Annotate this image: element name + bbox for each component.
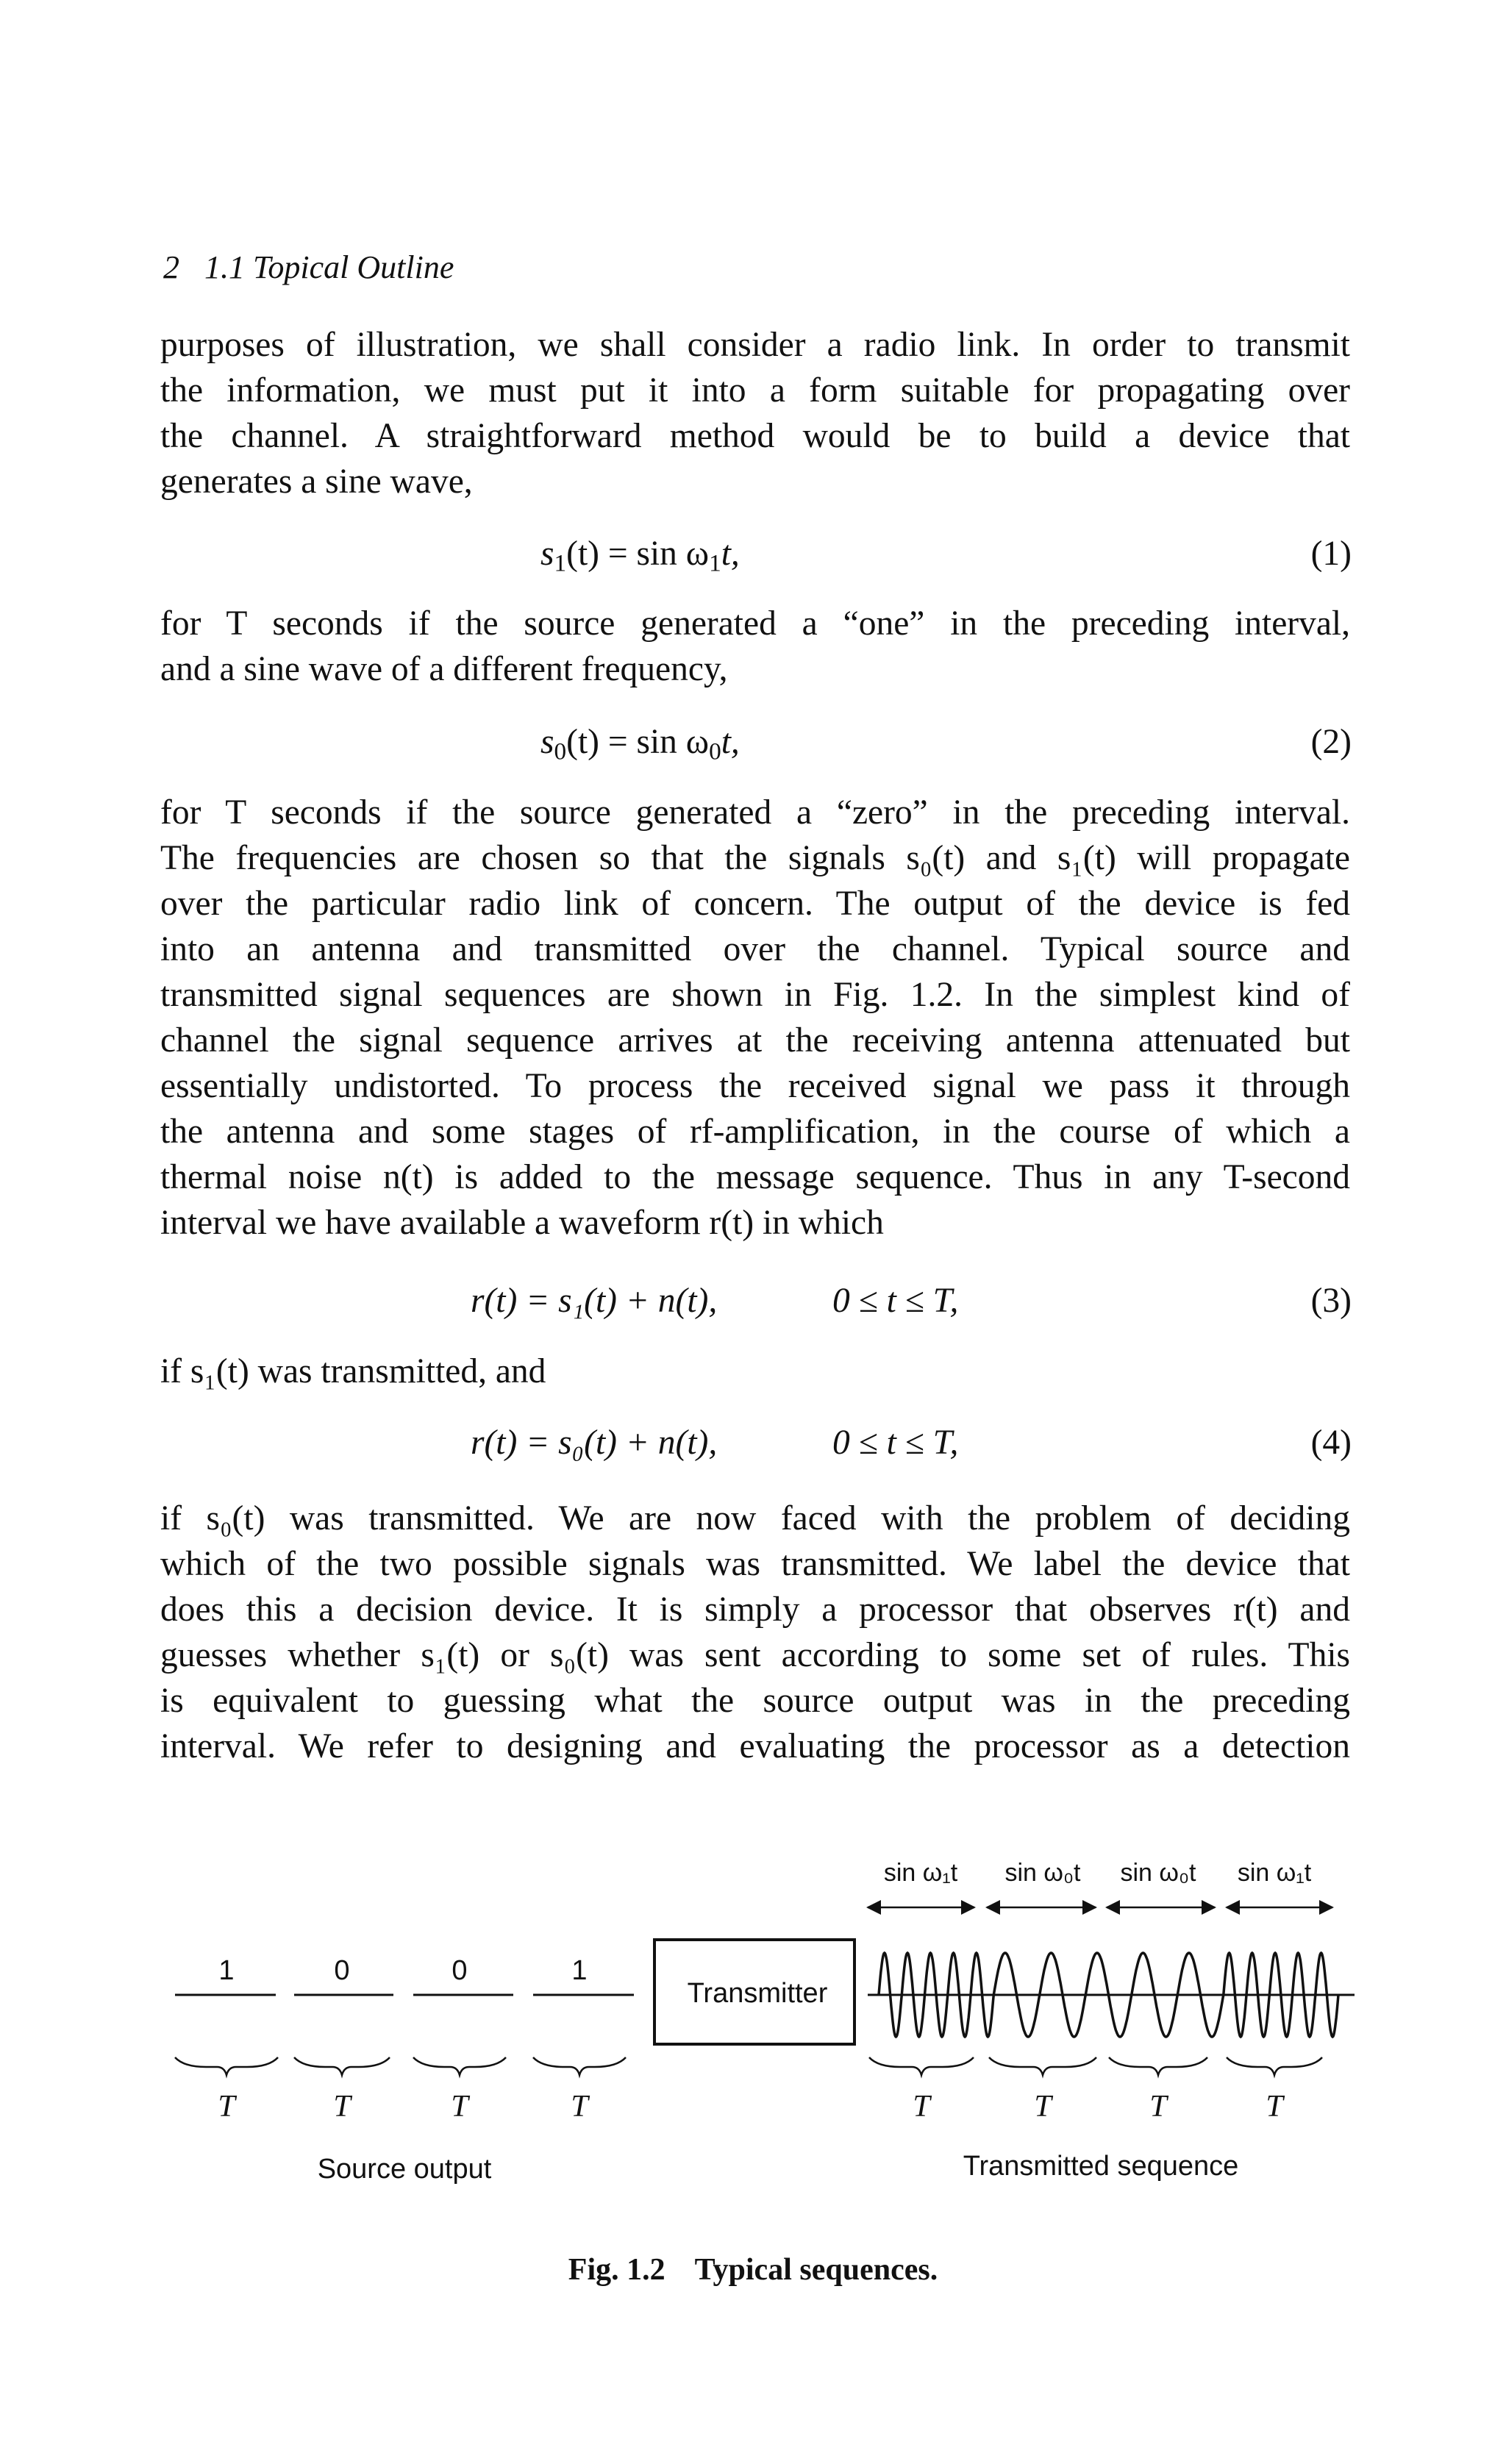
sine-label: sin ω₁t <box>1237 1859 1312 1887</box>
interval-label: T <box>913 2090 930 2124</box>
sine-labels <box>884 1859 1312 1887</box>
brace <box>869 2057 974 2075</box>
text-line: purposes of illustration, we shall consider a radio link. In order to transmit <box>160 326 1350 364</box>
brace <box>1109 2057 1207 2075</box>
brace <box>294 2057 390 2075</box>
brace <box>989 2057 1096 2075</box>
interval-label: T <box>1034 2090 1052 2124</box>
sine-label: sin ω₀t <box>1120 1859 1196 1887</box>
paragraph-5 <box>160 1496 1350 1769</box>
text-line: transmitted signal sequences are shown in Fig. 1.2. In the simplest kind of <box>160 976 1350 1014</box>
eq-range: 0 ≤ t ≤ T, <box>832 1424 959 1462</box>
brace <box>413 2057 506 2075</box>
interval-label: T <box>1266 2090 1283 2124</box>
text-line: the antenna and some stages of rf-amplification, in the course of which a <box>160 1113 1350 1151</box>
text-line: the information, we must put it into a form suitable for propagating over <box>160 371 1350 410</box>
interval-label: T <box>218 2090 235 2124</box>
running-header <box>163 249 454 286</box>
eq-body: (t) = sin ω <box>566 723 710 761</box>
eq-tail: t, <box>721 723 740 761</box>
eq-body: r(t) = s₁(t) + n(t), <box>471 1282 718 1320</box>
text-line: guesses whether s₁(t) or s₀(t) was sent according to some set of rules. This <box>160 1636 1350 1674</box>
bit-label: 0 <box>334 1955 350 1986</box>
source-bits <box>218 1955 587 1986</box>
text-line: if s₀(t) was transmitted. We are now faced with the problem of deciding <box>160 1499 1350 1538</box>
text-line: the channel. A straightforward method would be to build a device that <box>160 417 1350 455</box>
equation-2 <box>0 722 1506 768</box>
caption-text: Typical sequences. <box>694 2253 938 2287</box>
eq-subscript: 1 <box>554 549 567 577</box>
text-line: essentially undistorted. To process the received signal we pass it through <box>160 1067 1350 1105</box>
interval-label: T <box>451 2090 468 2124</box>
interval-label: T <box>333 2090 351 2124</box>
sine-label: sin ω₁t <box>883 1859 958 1887</box>
caption-number: Fig. 1.2 <box>568 2253 665 2287</box>
eq-subscript: 0 <box>709 738 721 765</box>
source-interval-labels <box>218 2090 590 2124</box>
equation-4 <box>0 1423 1506 1468</box>
paragraph-1 <box>160 322 1350 504</box>
text-line: if s₁(t) was transmitted, and <box>160 1352 546 1390</box>
text-line: for T seconds if the source generated a “one” in the preceding interval, <box>160 604 1350 643</box>
eq-subscript: 0 <box>554 738 567 765</box>
text-line: interval we have available a waveform r(t) in which <box>160 1204 884 1242</box>
text-line: does this a decision device. It is simply a processor that observes r(t) and <box>160 1590 1350 1629</box>
equation-number: (3) <box>1310 1282 1352 1320</box>
brace <box>533 2057 626 2075</box>
transmitted-sequence-label: Transmitted sequence <box>963 2151 1239 2182</box>
transmitted-braces <box>869 2057 1322 2075</box>
interval-label: T <box>1149 2090 1167 2124</box>
text-line: channel the signal sequence arrives at the receiving antenna attenuated but <box>160 1021 1350 1060</box>
bit-label: 0 <box>452 1955 468 1986</box>
equation-1 <box>0 534 1506 579</box>
text-line: for T seconds if the source generated a “zero” in the preceding interval. <box>160 793 1350 832</box>
text-line: The frequencies are chosen so that the signals s₀(t) and s₁(t) will propagate <box>160 839 1350 877</box>
eq-tail: t, <box>721 535 740 573</box>
figure-caption <box>0 2252 1506 2288</box>
section-title: 1.1 Topical Outline <box>204 249 454 285</box>
source-braces <box>175 2057 626 2075</box>
eq-symbol: s <box>540 723 554 761</box>
eq-body: (t) = sin ω <box>566 535 710 573</box>
bit-label: 1 <box>218 1955 235 1986</box>
text-line: interval. We refer to designing and evaluating the processor as a detection <box>160 1727 1350 1765</box>
text-line: which of the two possible signals was transmitted. We label the device that <box>160 1545 1350 1583</box>
text-line: over the particular radio link of concern. The output of the device is fed <box>160 885 1350 923</box>
interval-label: T <box>571 2090 588 2124</box>
bit-label: 1 <box>571 1955 588 1986</box>
transmitted-waveform <box>879 1953 1338 2037</box>
paragraph-4 <box>160 1349 1350 1394</box>
eq-symbol: s <box>540 535 554 573</box>
text-line: and a sine wave of a different frequency, <box>160 650 728 688</box>
transmitted-interval-labels <box>913 2090 1285 2124</box>
source-output-label: Source output <box>317 2154 492 2185</box>
brace <box>1227 2057 1322 2075</box>
text-line: into an antenna and transmitted over the channel. Typical source and <box>160 930 1350 968</box>
text-line: generates a sine wave, <box>160 463 473 501</box>
paragraph-3 <box>160 790 1350 1246</box>
equation-number: (1) <box>1310 535 1352 573</box>
page-number: 2 <box>163 249 179 285</box>
eq-subscript: 1 <box>709 549 721 577</box>
sine-label: sin ω₀t <box>1004 1859 1081 1887</box>
figure-drawing <box>0 1816 1506 2257</box>
eq-range: 0 ≤ t ≤ T, <box>832 1282 959 1320</box>
transmitter-label: Transmitter <box>687 1978 828 2009</box>
text-line: thermal noise n(t) is added to the message sequence. Thus in any T-second <box>160 1158 1350 1196</box>
equation-3 <box>0 1281 1506 1326</box>
equation-number: (2) <box>1310 723 1352 761</box>
brace <box>175 2057 278 2075</box>
eq-body: r(t) = s₀(t) + n(t), <box>471 1424 718 1462</box>
text-line: is equivalent to guessing what the source output was in the preceding <box>160 1682 1350 1720</box>
paragraph-2 <box>160 601 1350 692</box>
equation-number: (4) <box>1310 1424 1352 1462</box>
